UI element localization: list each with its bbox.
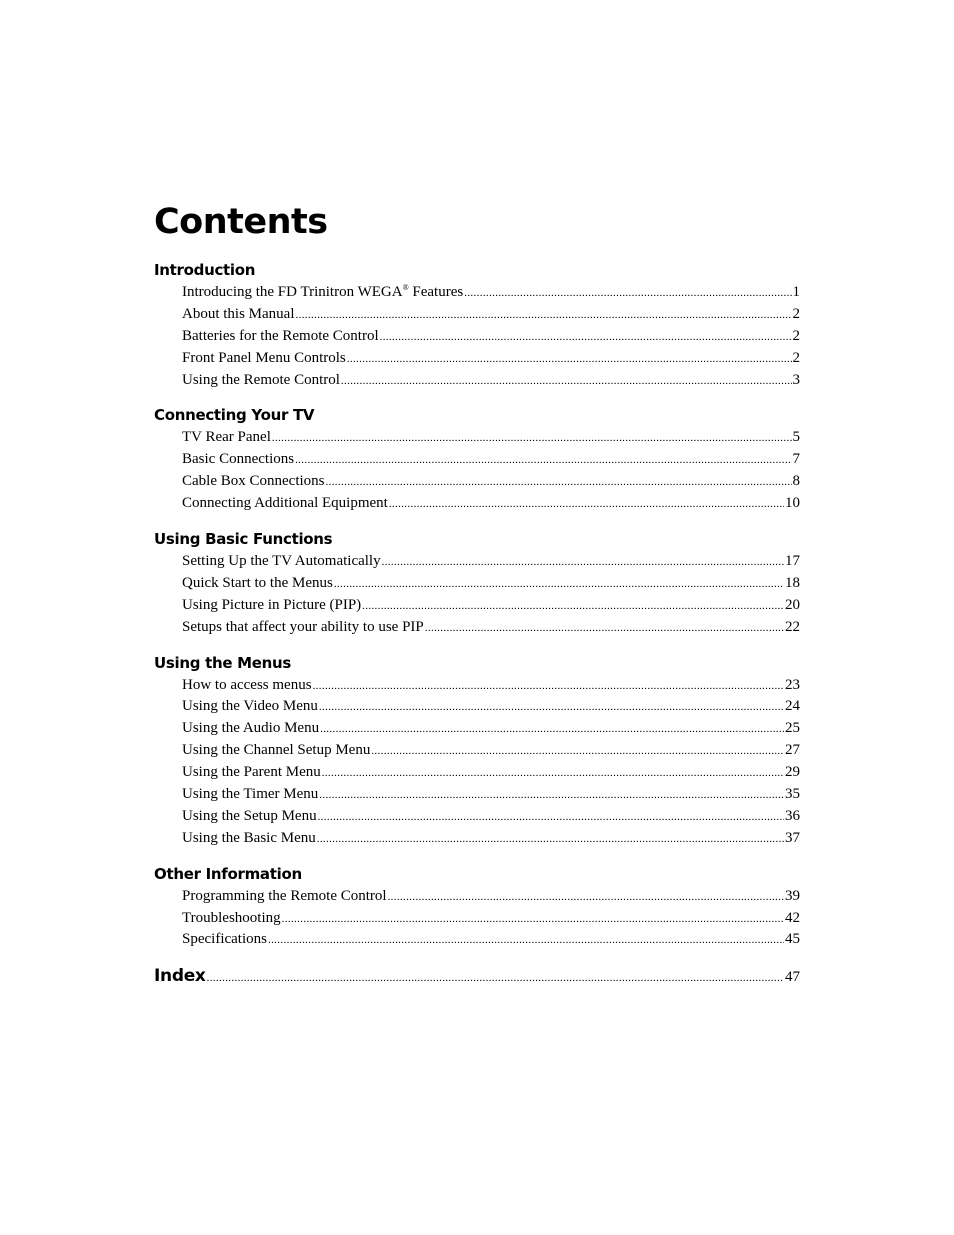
toc-entry[interactable]	[182, 696, 800, 718]
entry-label: Using the Setup Menu	[182, 807, 317, 824]
entry-label: Troubleshooting	[182, 909, 281, 926]
dot-leader	[347, 348, 792, 371]
entry-page-number: 2	[792, 327, 800, 344]
toc-entry[interactable]	[182, 675, 800, 697]
toc-entry[interactable]	[182, 493, 800, 515]
dot-leader	[334, 573, 784, 596]
dot-leader	[388, 886, 784, 909]
toc-entry[interactable]	[182, 348, 800, 370]
entry-page-number: 17	[785, 553, 800, 570]
dot-leader	[380, 326, 792, 349]
toc-entry[interactable]	[182, 304, 800, 326]
toc-section-other-information	[154, 862, 800, 952]
entry-page-number: 8	[792, 473, 800, 490]
entry-page-number: 23	[785, 676, 800, 693]
toc-entry[interactable]	[182, 762, 800, 784]
entry-page-number: 22	[785, 618, 800, 635]
toc-entry[interactable]	[182, 595, 800, 617]
dot-leader	[464, 282, 791, 305]
index-heading: Index	[154, 966, 206, 987]
entry-label: Introducing the FD Trinitron WEGA® Features	[182, 283, 464, 300]
dot-leader	[371, 740, 784, 763]
entry-label: Using the Basic Menu	[182, 829, 316, 846]
entry-page-number: 10	[785, 495, 800, 512]
entry-label: Setups that affect your ability to use PIP	[182, 618, 424, 635]
entry-label: Front Panel Menu Controls	[182, 349, 346, 366]
entry-label: Quick Start to the Menus	[182, 574, 333, 591]
dot-leader	[282, 908, 784, 931]
toc-entry[interactable]	[182, 718, 800, 740]
entry-label: About this Manual	[182, 305, 295, 322]
entry-page-number: 37	[785, 829, 800, 846]
section-heading: Connecting Your TV	[154, 406, 315, 425]
toc-entry[interactable]	[182, 449, 800, 471]
dot-leader	[319, 784, 784, 807]
toc-entry[interactable]	[182, 740, 800, 762]
toc-entry[interactable]	[182, 573, 800, 595]
entry-label: Using the Timer Menu	[182, 786, 319, 803]
entry-page-number: 3	[792, 371, 800, 388]
entry-page-number: 47	[785, 969, 800, 986]
section-heading: Using the Menus	[154, 653, 292, 672]
toc-entry[interactable]	[182, 806, 800, 828]
entry-label: Setting Up the TV Automatically	[182, 553, 381, 570]
dot-leader	[268, 929, 784, 952]
entry-label: Using the Parent Menu	[182, 764, 321, 781]
section-heading: Using Basic Functions	[154, 530, 333, 549]
toc-entry[interactable]	[182, 370, 800, 392]
toc-entry[interactable]	[182, 282, 800, 304]
toc-section-using-basic-functions	[154, 527, 800, 639]
entry-label: Programming the Remote Control	[182, 887, 387, 904]
entry-label: Basic Connections	[182, 451, 295, 468]
page-title: Contents	[154, 202, 328, 242]
entry-page-number: 36	[785, 807, 800, 824]
entry-page-number: 45	[785, 931, 800, 948]
dot-leader	[295, 449, 791, 472]
dot-leader	[389, 493, 784, 516]
dot-leader	[317, 828, 784, 851]
dot-leader	[425, 617, 784, 640]
toc-entry[interactable]	[182, 471, 800, 493]
toc-section-using-the-menus	[154, 651, 800, 850]
entry-page-number: 24	[785, 698, 800, 715]
entry-label: How to access menus	[182, 676, 312, 693]
entry-page-number: 18	[785, 574, 800, 591]
toc-entry[interactable]	[182, 929, 800, 951]
entry-label: Specifications	[182, 931, 267, 948]
entry-page-number: 25	[785, 720, 800, 737]
entry-label: Cable Box Connections	[182, 473, 325, 490]
entry-page-number: 20	[785, 596, 800, 613]
entry-page-number: 5	[792, 429, 800, 446]
entry-page-number: 7	[792, 451, 800, 468]
entry-label: Using the Channel Setup Menu	[182, 742, 371, 759]
dot-leader	[320, 718, 784, 741]
toc-entry[interactable]	[182, 784, 800, 806]
dot-leader	[382, 551, 784, 574]
section-heading: Introduction	[154, 261, 256, 279]
dot-leader	[322, 762, 784, 785]
toc-entry[interactable]	[182, 617, 800, 639]
toc-entry[interactable]	[182, 427, 800, 449]
toc-entry-index[interactable]	[154, 963, 800, 989]
dot-leader	[326, 471, 792, 494]
dot-leader	[313, 675, 784, 698]
entry-label: Batteries for the Remote Control	[182, 327, 379, 344]
entry-page-number: 27	[785, 742, 800, 759]
table-of-contents	[154, 258, 800, 989]
entry-label: Using the Remote Control	[182, 371, 340, 388]
entry-label: Using the Audio Menu	[182, 720, 320, 737]
toc-section-introduction	[154, 258, 800, 391]
entry-page-number: 2	[792, 349, 800, 366]
dot-leader	[341, 370, 792, 393]
toc-entry[interactable]	[182, 326, 800, 348]
entry-page-number: 42	[785, 909, 800, 926]
entry-label: Using Picture in Picture (PIP)	[182, 596, 362, 613]
toc-section-connecting-your-tv	[154, 403, 800, 515]
dot-leader	[319, 696, 784, 719]
entry-label: Connecting Additional Equipment	[182, 495, 388, 512]
entry-page-number: 1	[792, 284, 800, 300]
entry-label: TV Rear Panel	[182, 429, 271, 446]
entry-label: Using the Video Menu	[182, 698, 318, 715]
toc-entry[interactable]	[182, 828, 800, 850]
section-heading: Other Information	[154, 864, 302, 883]
entry-page-number: 39	[785, 887, 800, 904]
entry-page-number: 29	[785, 764, 800, 781]
dot-leader	[318, 806, 784, 829]
dot-leader	[207, 968, 784, 986]
dot-leader	[362, 595, 784, 618]
toc-entry[interactable]	[182, 551, 800, 573]
entry-page-number: 35	[785, 786, 800, 803]
dot-leader	[296, 304, 792, 327]
toc-entry[interactable]	[182, 908, 800, 930]
dot-leader	[272, 427, 792, 450]
entry-page-number: 2	[792, 305, 800, 322]
toc-entry[interactable]	[182, 886, 800, 908]
registered-mark: ®	[402, 283, 409, 292]
